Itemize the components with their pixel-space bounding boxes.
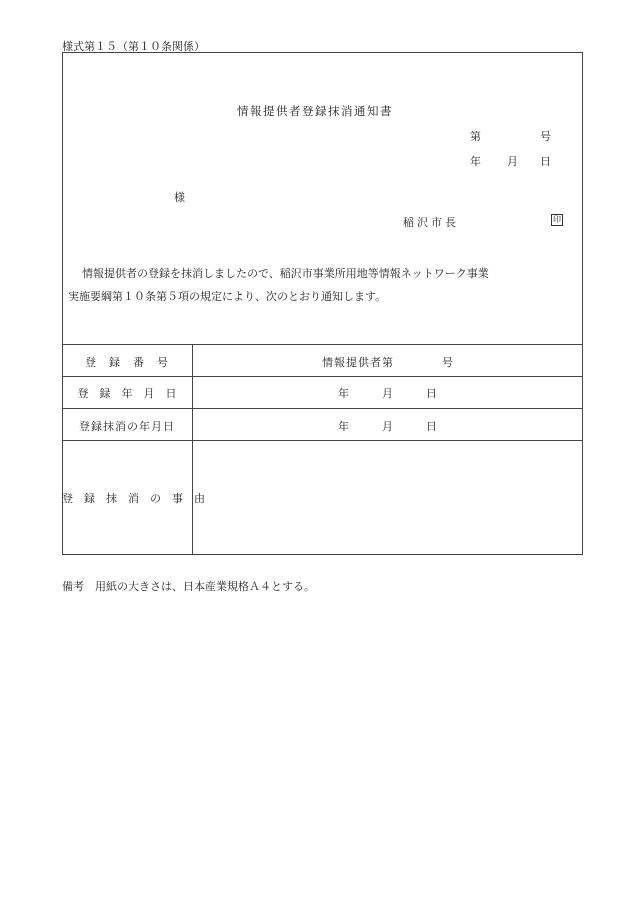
label-cancellation-reason: 登 録 抹 消 の 事 由 bbox=[62, 492, 205, 505]
form-number-label: 様式第１５（第１０条関係） bbox=[62, 40, 205, 53]
value-provider-suffix: 号 bbox=[442, 356, 453, 369]
document-title: 情報提供者登録抹消通知書 bbox=[237, 104, 393, 118]
notice-body-line1: 情報提供者の登録を抹消しましたので、稲沢市事業所用地等情報ネットワーク事業 bbox=[82, 267, 489, 280]
remarks-note: 備考 用紙の大きさは、日本産業規格Ａ４とする。 bbox=[62, 580, 315, 593]
label-registration-date: 登 録 年 月 日 bbox=[77, 387, 177, 400]
cancellation-reason-field bbox=[200, 450, 575, 545]
notice-body bbox=[68, 262, 580, 308]
cancel-date-year: 年 bbox=[338, 420, 349, 433]
reg-date-year: 年 bbox=[338, 387, 349, 400]
table-divider-3 bbox=[62, 440, 583, 441]
reg-date-month: 月 bbox=[382, 387, 393, 400]
seal-stamp: 印 bbox=[553, 215, 561, 224]
table-column-divider bbox=[192, 344, 193, 555]
number-go: 号 bbox=[540, 130, 551, 143]
cancel-date-month: 月 bbox=[382, 420, 393, 433]
recipient-suffix: 様 bbox=[174, 191, 185, 204]
label-registration-number: 登 録 番 号 bbox=[85, 356, 169, 369]
cancel-date-day: 日 bbox=[426, 420, 437, 433]
date-day: 日 bbox=[540, 155, 551, 168]
notice-body-line2: 実施要綱第１０条第５項の規定により、次のとおり通知します。 bbox=[68, 290, 387, 303]
date-month: 月 bbox=[507, 155, 518, 168]
reg-date-day: 日 bbox=[426, 387, 437, 400]
table-divider-1 bbox=[62, 376, 583, 377]
number-dai: 第 bbox=[470, 130, 481, 143]
label-cancellation-date: 登録抹消の年月日 bbox=[79, 420, 175, 433]
issuer-name: 稲沢市長 bbox=[403, 216, 459, 229]
value-provider-prefix: 情報提供者第 bbox=[322, 356, 394, 369]
table-top-border bbox=[62, 344, 583, 345]
table-divider-2 bbox=[62, 408, 583, 409]
date-year: 年 bbox=[470, 155, 481, 168]
